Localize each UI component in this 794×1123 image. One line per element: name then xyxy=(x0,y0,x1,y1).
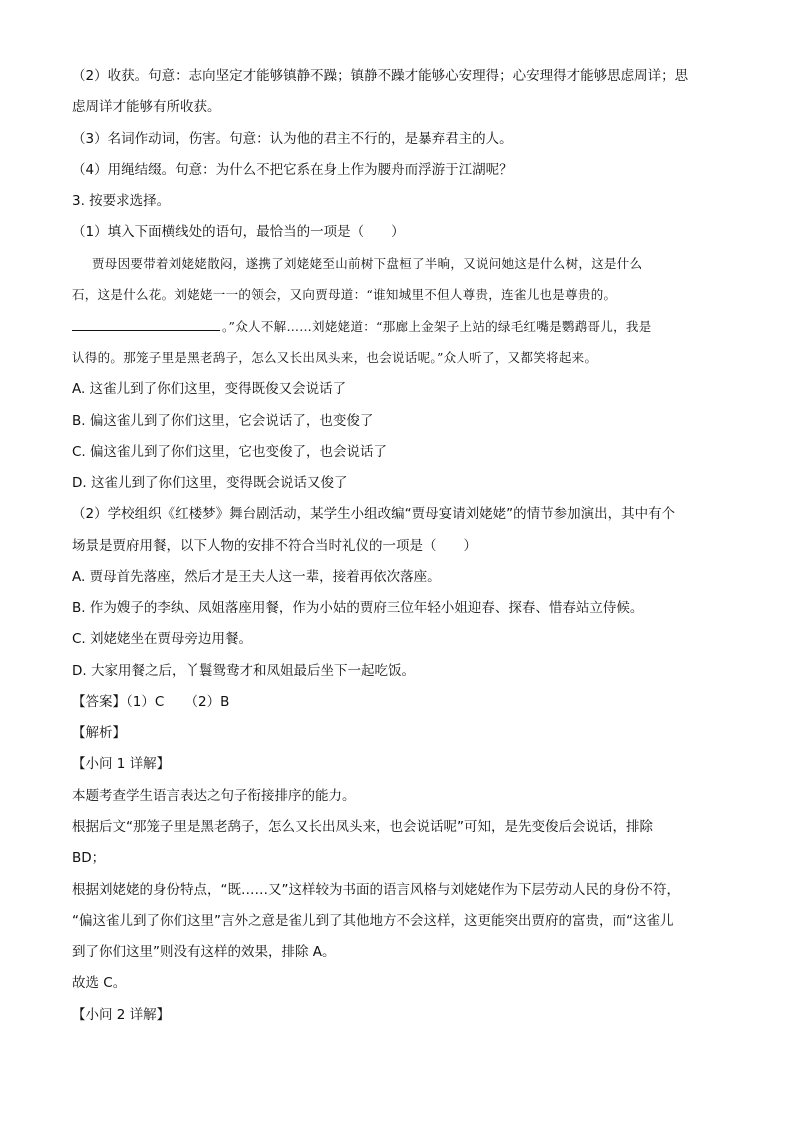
answer-label: 【答案】 xyxy=(72,694,126,710)
q2-item4: （4）用绳结缀。句意：为什么不把它系在身上作为腰舟而浮游于江湖呢？ xyxy=(72,162,513,178)
passage-line-2: 石，这是什么花。刘姥姥一一的领会，又向贾母道：“谁知城里不但人尊贵，连雀儿也是尊贵的。 xyxy=(72,287,617,302)
q3-sub1-stem: （1）填入下面横线处的语句，最恰当的一项是（ ） xyxy=(72,224,405,240)
analysis-p3-line2: “偏这雀儿到了你们这里”言外之意是雀儿到了其他地方不会这样，这更能突出贾府的富贵，而“这雀儿 xyxy=(72,913,674,929)
q2-item2-line2: 虑周详才能够有所收获。 xyxy=(72,99,221,115)
q3-sub2-stem-line1: （2）学校组织《红楼梦》舞台剧活动，某学生小组改编“贾母宴请刘姥姥”的情节参加演出，其中有个 xyxy=(72,506,676,522)
passage-line-1: 贾母因要带着刘姥姥散闷，遂携了刘姥姥至山前树下盘桓了半晌，又说问她这是什么树，这是什么 xyxy=(92,256,643,271)
q3-sub2-stem-line2: 场景是贾府用餐，以下人物的安排不符合当时礼仪的一项是（ ） xyxy=(72,538,477,554)
analysis-p2-line2: BD； xyxy=(72,850,106,866)
sub1-option-a: A. 这雀儿到了你们这里，变得既俊又会说话了 xyxy=(72,381,347,397)
sub2-option-a: A. 贾母首先落座，然后才是王夫人这一辈，接着再依次落座。 xyxy=(72,569,441,585)
sub1-option-d: D. 这雀儿到了你们这里，变得既会说话又俊了 xyxy=(72,475,348,491)
passage-line-4: 认得的。那笼子里是黑老鸹子，怎么又长出凤头来，也会说话呢。”众人听了，又都笑将起来。 xyxy=(72,350,598,365)
analysis-p3-line1: 根据刘姥姥的身份特点，“既……又”这样较为书面的语言风格与刘姥姥作为下层劳动人民的身份不符， xyxy=(72,882,680,898)
sub1-option-c: C. 偏这雀儿到了你们这里，它也变俊了，也会说话了 xyxy=(72,444,388,460)
analysis-p4: 故选 C。 xyxy=(72,975,127,991)
answer-line xyxy=(72,693,722,711)
analysis-label: 【解析】 xyxy=(72,725,126,741)
sub2-option-d: D. 大家用餐之后，丫鬟鸳鸯才和凤姐最后坐下一起吃饭。 xyxy=(72,663,415,679)
passage-line-3 xyxy=(72,318,722,336)
analysis-p3-line3: 到了你们这里”则没有这样的效果，排除 A。 xyxy=(72,944,336,960)
analysis-p2-line1: 根据后文“那笼子里是黑老鸹子，怎么又长出凤头来，也会说话呢”可知，是先变俊后会说话，排除 xyxy=(72,819,653,835)
sub2-option-b: B. 作为嫂子的李纨、凤姐落座用餐，作为小姑的贾府三位年轻小姐迎春、探春、惜春站立侍候。 xyxy=(72,600,644,616)
analysis-sub1-label: 【小问 1 详解】 xyxy=(72,756,171,772)
sub2-option-c: C. 刘姥姥坐在贾母旁边用餐。 xyxy=(72,631,253,647)
analysis-p1: 本题考查学生语言表达之句子衔接排序的能力。 xyxy=(72,788,356,804)
fill-in-blank xyxy=(72,318,220,331)
q3-heading: 3. 按要求选择。 xyxy=(72,193,171,209)
analysis-sub2-label: 【小问 2 详解】 xyxy=(72,1007,171,1023)
answer-text: （1）C （2）B xyxy=(126,694,230,710)
sub1-option-b: B. 偏这雀儿到了你们这里，它会说话了，也变俊了 xyxy=(72,413,374,429)
q2-item2-line1: （2）收获。句意：志向坚定才能够镇静不躁；镇静不躁才能够心安理得；心安理得才能够思虑周详；思 xyxy=(72,68,689,84)
q2-item3: （3）名词作动词，伤害。句意：认为他的君主不行的，是暴弃君主的人。 xyxy=(72,131,513,147)
passage-line-3-text: 。”众人不解……刘姥姥道：“那廊上金架子上站的绿毛红嘴是鹦鹉哥儿，我是 xyxy=(222,319,652,334)
